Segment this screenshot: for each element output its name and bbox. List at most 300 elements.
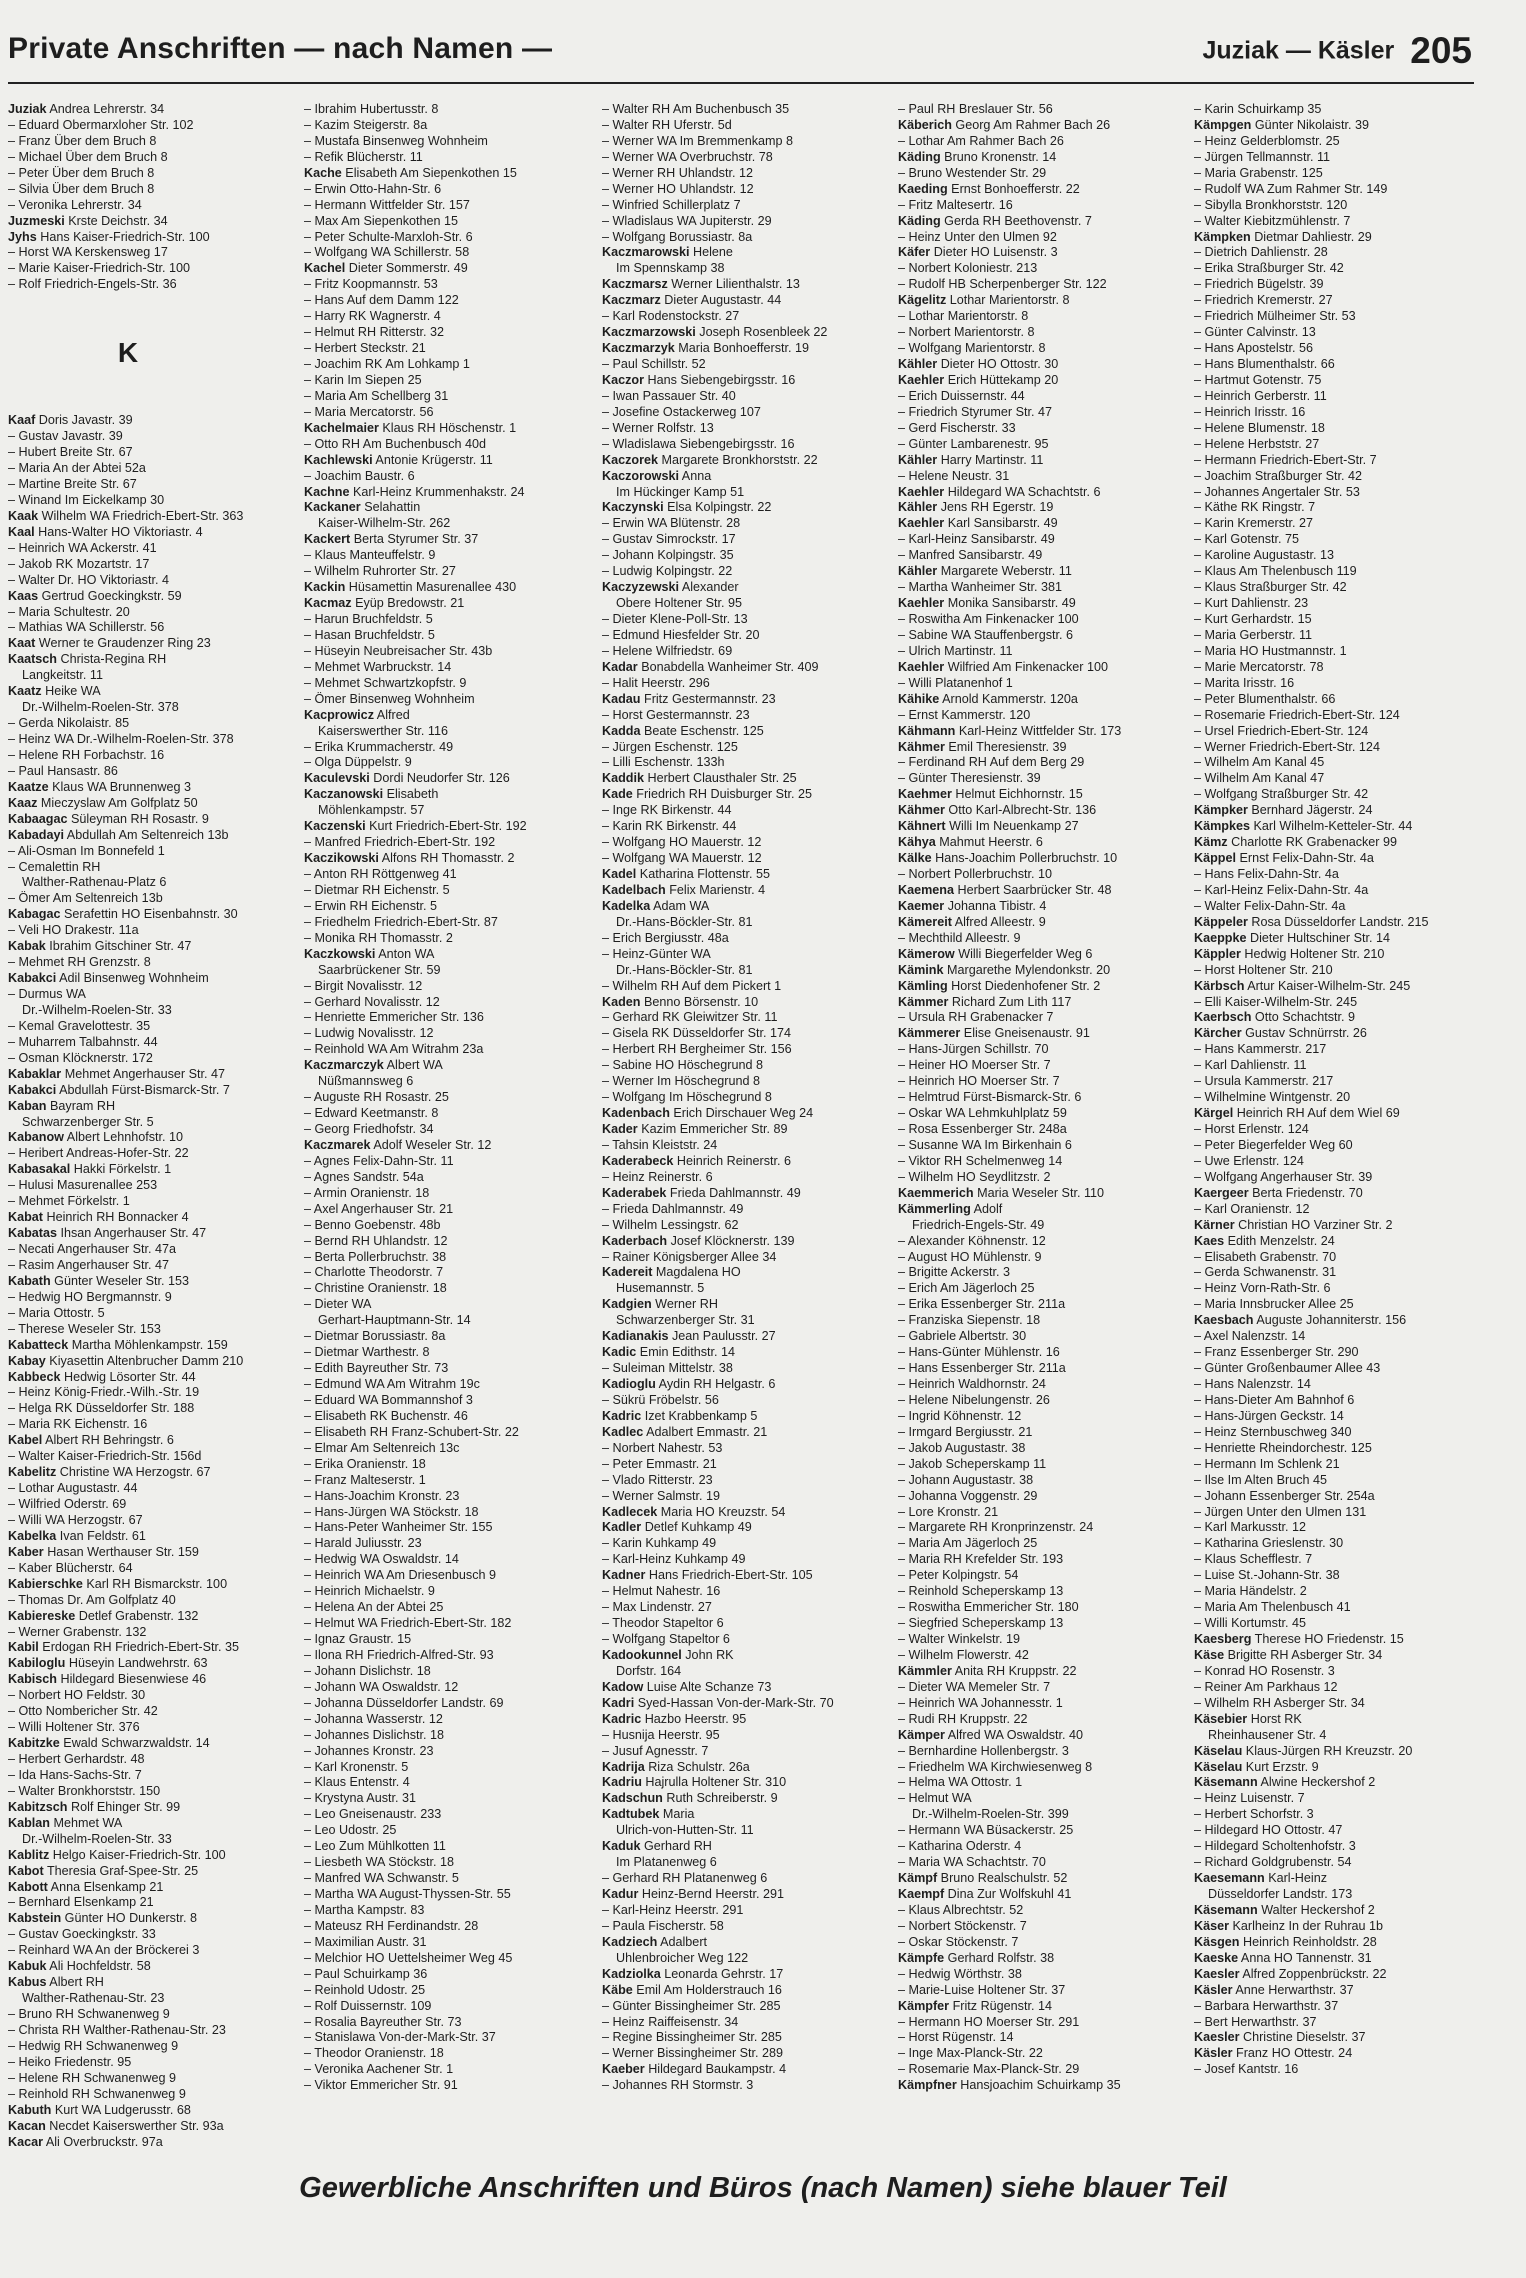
entry-details: – Jakob Augustastr. 38 bbox=[898, 1440, 1026, 1455]
surname: Kärcher bbox=[1194, 1026, 1242, 1041]
entry-details: Günter Weseler Str. 153 bbox=[50, 1273, 190, 1288]
entry-details: – Edward Keetmanstr. 8 bbox=[304, 1106, 439, 1121]
entry-details: Erich Hüttekamp 20 bbox=[944, 372, 1059, 387]
entry-details: – Heinz Unter den Ulmen 92 bbox=[898, 229, 1057, 244]
directory-entry bbox=[898, 708, 1186, 724]
entry-details: – Halit Heerstr. 296 bbox=[602, 675, 710, 690]
entry-details: – Harry RK Wagnerstr. 4 bbox=[304, 309, 441, 324]
directory-entry bbox=[1194, 1170, 1482, 1186]
directory-entry bbox=[304, 1600, 592, 1616]
surname: Kachlewski bbox=[304, 452, 373, 467]
directory-entry bbox=[8, 2087, 296, 2103]
entry-details: – Klaus Albrechtstr. 52 bbox=[898, 1902, 1024, 1917]
directory-entry bbox=[602, 755, 890, 771]
directory-entry bbox=[304, 2015, 592, 2031]
entry-details: Gustav Schnürrstr. 26 bbox=[1241, 1026, 1367, 1041]
entry-details: – Johanna Wasserstr. 12 bbox=[304, 1711, 443, 1726]
surname: Kadow bbox=[602, 1679, 644, 1694]
entry-details: – Leo Udostr. 25 bbox=[304, 1823, 397, 1838]
entry-details: Dr.-Hans-Böckler-Str. 81 bbox=[616, 914, 753, 929]
directory-entry bbox=[8, 245, 296, 261]
surname: Kadric bbox=[602, 1711, 642, 1726]
entry-details: – Helmut RH Ritterstr. 32 bbox=[304, 325, 444, 340]
directory-entry bbox=[8, 2135, 296, 2151]
entry-details: Heinrich Reinerstr. 6 bbox=[673, 1153, 791, 1168]
directory-entry bbox=[602, 1552, 890, 1568]
directory-entry bbox=[898, 453, 1186, 469]
directory-entry bbox=[602, 1807, 890, 1823]
directory-entry bbox=[1194, 883, 1482, 899]
entry-details: Adalbert bbox=[657, 1934, 708, 1949]
directory-entry bbox=[898, 1664, 1186, 1680]
directory-entry bbox=[1194, 118, 1482, 134]
entry-details: – Horst Holtener Str. 210 bbox=[1194, 962, 1333, 977]
entry-details: – Winand Im Eickelkamp 30 bbox=[8, 492, 165, 507]
directory-entry bbox=[898, 1791, 1186, 1807]
directory-entry bbox=[8, 1561, 296, 1577]
header-rule bbox=[8, 82, 1474, 84]
directory-entry bbox=[304, 245, 592, 261]
surname: Kämmerer bbox=[898, 1026, 961, 1041]
entry-details: – Martha Wanheimer Str. 381 bbox=[898, 580, 1063, 595]
surname: Kabot bbox=[8, 1863, 44, 1878]
entry-details: – Josefine Ostackerweg 107 bbox=[602, 404, 761, 419]
surname: Kaal bbox=[8, 524, 35, 539]
entry-details: – Husnija Heerstr. 95 bbox=[602, 1727, 720, 1742]
entry-details: – Karin Kremerstr. 27 bbox=[1194, 516, 1313, 531]
directory-entry bbox=[898, 740, 1186, 756]
entry-details: – Helma WA Ottostr. 1 bbox=[898, 1775, 1023, 1790]
directory-entry bbox=[8, 1035, 296, 1051]
directory-entry bbox=[602, 500, 890, 516]
directory-entry bbox=[8, 1784, 296, 1800]
directory-entry bbox=[304, 1807, 592, 1823]
entry-details: – Theodor Oranienstr. 18 bbox=[304, 2046, 444, 2061]
entry-details: – Karin Im Siepen 25 bbox=[304, 372, 422, 387]
entry-details: Adil Binsenweg Wohnheim bbox=[56, 971, 209, 986]
directory-entry bbox=[8, 445, 296, 461]
entry-details: Emil Theresienstr. 39 bbox=[944, 739, 1067, 754]
surname: Kämmer bbox=[898, 994, 949, 1009]
entry-details: Bruno Realschulstr. 52 bbox=[937, 1871, 1068, 1886]
entry-details: – Bernd RH Uhlandstr. 12 bbox=[304, 1233, 448, 1248]
entry-details: – Veli HO Drakestr. 11a bbox=[8, 923, 139, 938]
directory-entry bbox=[898, 1010, 1186, 1026]
entry-details: Walther-Rathenau-Str. 23 bbox=[22, 1991, 165, 2006]
entry-details: – Norbert Pollerbruchstr. 10 bbox=[898, 867, 1052, 881]
entry-details: – Ursel Friedrich-Ebert-Str. 124 bbox=[1194, 723, 1369, 738]
directory-entry bbox=[898, 1106, 1186, 1122]
directory-entry bbox=[8, 1322, 296, 1338]
surname: Kache bbox=[304, 165, 342, 180]
directory-entry bbox=[8, 684, 296, 700]
entry-details: – Alexander Köhnenstr. 12 bbox=[898, 1233, 1046, 1248]
directory-entry bbox=[898, 2030, 1186, 2046]
entry-details: Walter Heckershof 2 bbox=[1257, 1902, 1375, 1917]
entry-details: – Max Lindenstr. 27 bbox=[602, 1600, 712, 1615]
surname: Kablan bbox=[8, 1815, 50, 1830]
surname: Kabiereske bbox=[8, 1608, 76, 1623]
entry-details: Werner RH bbox=[651, 1297, 718, 1312]
entry-details: – Veronika Aachener Str. 1 bbox=[304, 2062, 454, 2077]
directory-entry bbox=[304, 1042, 592, 1058]
entry-details: – Helene RH Forbachstr. 16 bbox=[8, 747, 165, 762]
surname: Käsemann bbox=[1194, 1902, 1258, 1917]
directory-entry bbox=[1194, 1473, 1482, 1489]
directory-entry bbox=[1194, 1807, 1482, 1823]
surname: Kaczanowski bbox=[304, 787, 384, 802]
surname: Kämpfe bbox=[898, 1950, 945, 1965]
entry-details: – Wilhelm RH Auf dem Pickert 1 bbox=[602, 978, 782, 993]
surname: Kadner bbox=[602, 1568, 646, 1583]
surname: Kabel bbox=[8, 1433, 43, 1448]
directory-entry bbox=[304, 102, 592, 118]
surname: Kämpf bbox=[898, 1871, 938, 1886]
entry-details: – Heinrich Gerberstr. 11 bbox=[1194, 388, 1327, 403]
surname: Kägelitz bbox=[898, 293, 947, 308]
directory-entry bbox=[8, 1880, 296, 1896]
surname: Kadrija bbox=[602, 1759, 645, 1774]
directory-entry bbox=[898, 198, 1186, 214]
entry-details: Ernst Bonhoefferstr. 22 bbox=[947, 181, 1080, 196]
surname: Käsebier bbox=[1194, 1711, 1248, 1726]
directory-entry bbox=[898, 851, 1186, 867]
entry-details: – Stanislawa Von-der-Mark-Str. 37 bbox=[304, 2030, 496, 2045]
directory-entry bbox=[898, 660, 1186, 676]
directory-entry bbox=[602, 580, 890, 596]
entry-details: – Durmus WA bbox=[8, 987, 86, 1001]
entry-details: Dina Zur Wolfskuhl 41 bbox=[944, 1887, 1072, 1901]
directory-entry bbox=[304, 1887, 592, 1903]
entry-details: Riza Schulstr. 26a bbox=[644, 1759, 750, 1774]
surname: Kaehler bbox=[898, 596, 945, 611]
directory-entry bbox=[304, 1648, 592, 1664]
entry-details: – Armin Oranienstr. 18 bbox=[304, 1185, 430, 1200]
entry-details: – Inge RK Birkenstr. 44 bbox=[602, 803, 732, 818]
entry-details: Hazbo Heerstr. 95 bbox=[641, 1711, 747, 1726]
entry-details: Klaus-Jürgen RH Kreuzstr. 20 bbox=[1242, 1743, 1413, 1758]
surname: Kämpfer bbox=[898, 1998, 950, 2013]
entry-details: Fritz Gestermannstr. 23 bbox=[640, 691, 776, 706]
directory-entry bbox=[602, 564, 890, 580]
surname: Kadriu bbox=[602, 1775, 642, 1790]
directory-entry bbox=[8, 1720, 296, 1736]
directory-entry bbox=[602, 1074, 890, 1090]
surname: Kaderbach bbox=[602, 1233, 668, 1248]
directory-entry bbox=[602, 676, 890, 692]
directory-entry bbox=[1194, 1106, 1482, 1122]
surname: Kaaf bbox=[8, 413, 36, 428]
entry-details: – Ilse Im Alten Bruch 45 bbox=[1194, 1472, 1328, 1487]
directory-entry bbox=[8, 1274, 296, 1290]
entry-details: – Helene Wilfriedstr. 69 bbox=[602, 643, 733, 658]
directory-entry bbox=[304, 277, 592, 293]
directory-entry bbox=[602, 1919, 890, 1935]
directory-entry bbox=[304, 660, 592, 676]
directory-entry bbox=[8, 1449, 296, 1465]
directory-entry bbox=[304, 1425, 592, 1441]
entry-details: Alfred Zoppenbrückstr. 22 bbox=[1239, 1966, 1387, 1981]
directory-entry bbox=[8, 971, 296, 987]
entry-details: – Werner Rolfstr. 13 bbox=[602, 420, 714, 435]
directory-entry bbox=[1194, 1568, 1482, 1584]
entry-details: Kurt WA Ludgerusstr. 68 bbox=[51, 2102, 191, 2117]
entry-details: Im Spennskamp 38 bbox=[616, 261, 725, 276]
directory-entry bbox=[1194, 803, 1482, 819]
entry-details: – Jakob RK Mozartstr. 17 bbox=[8, 556, 150, 571]
directory-entry bbox=[898, 692, 1186, 708]
directory-entry bbox=[1194, 500, 1482, 516]
entry-details: Adolf bbox=[970, 1201, 1003, 1216]
directory-entry bbox=[304, 1855, 592, 1871]
directory-entry bbox=[602, 1154, 890, 1170]
directory-entry bbox=[8, 955, 296, 971]
directory-entry bbox=[898, 1520, 1186, 1536]
directory-entry bbox=[1194, 1042, 1482, 1058]
directory-entry bbox=[1194, 532, 1482, 548]
directory-entry bbox=[304, 134, 592, 150]
entry-details: – Werner WA Overbruchstr. 78 bbox=[602, 149, 773, 164]
directory-entry bbox=[898, 1250, 1186, 1266]
entry-details: – Willi Platanenhof 1 bbox=[898, 675, 1013, 690]
directory-entry bbox=[898, 1967, 1186, 1983]
entry-details: – Friedrich Mülheimer Str. 53 bbox=[1194, 309, 1356, 324]
directory-entry bbox=[304, 469, 592, 485]
directory-entry bbox=[1194, 995, 1482, 1011]
entry-details: – Mehmet Förkelstr. 1 bbox=[8, 1194, 130, 1209]
entry-details: – Oskar WA Lehmkuhlplatz 59 bbox=[898, 1106, 1067, 1121]
entry-details: Brigitte RH Asberger Str. 34 bbox=[1224, 1647, 1383, 1662]
entry-details: Hans-Walter HO Viktoriastr. 4 bbox=[34, 524, 203, 539]
directory-entry bbox=[602, 1042, 890, 1058]
surname: Kachelmaier bbox=[304, 420, 379, 435]
entry-details: – Lothar Augustastr. 44 bbox=[8, 1481, 138, 1496]
entry-details: – Hans-Joachim Kronstr. 23 bbox=[304, 1488, 460, 1503]
directory-entry bbox=[1194, 644, 1482, 660]
entry-details: – Ida Hans-Sachs-Str. 7 bbox=[8, 1767, 142, 1782]
surname: Kaczyzewski bbox=[602, 580, 680, 595]
directory-entry bbox=[898, 835, 1186, 851]
entry-details: Hans-Joachim Pollerbruchstr. 10 bbox=[931, 851, 1118, 866]
entry-details: Anna bbox=[679, 468, 712, 483]
entry-details: – Käthe RK Ringstr. 7 bbox=[1194, 500, 1316, 515]
directory-entry bbox=[602, 1600, 890, 1616]
column-1 bbox=[8, 102, 296, 2158]
directory-entry bbox=[602, 245, 890, 261]
entry-details: – Rosemarie Friedrich-Ebert-Str. 124 bbox=[1194, 707, 1400, 722]
entry-details: Rosa Düsseldorfer Landstr. 215 bbox=[1247, 914, 1429, 929]
directory-entry bbox=[8, 1194, 296, 1210]
directory-entry bbox=[304, 867, 592, 883]
entry-details: – Wolfgang Angerhauser Str. 39 bbox=[1194, 1169, 1373, 1184]
surname: Kacmaz bbox=[304, 596, 352, 611]
surname: Kabitzsch bbox=[8, 1799, 68, 1814]
directory-entry bbox=[602, 947, 890, 963]
directory-entry bbox=[304, 1823, 592, 1839]
entry-details: Alexander bbox=[679, 580, 739, 595]
surname: Kadtubek bbox=[602, 1807, 660, 1822]
entry-details: Dr.-Wilhelm-Roelen-Str. 33 bbox=[22, 1831, 172, 1846]
directory-entry bbox=[8, 1911, 296, 1927]
directory-entry bbox=[1194, 1871, 1482, 1887]
directory-entry bbox=[304, 1775, 592, 1791]
entry-details: – Helene Nibelungenstr. 26 bbox=[898, 1392, 1050, 1407]
entry-details: Detlef Grabenstr. 132 bbox=[75, 1608, 199, 1623]
directory-entry bbox=[898, 1712, 1186, 1728]
entry-details: – Leo Zum Mühlkotten 11 bbox=[304, 1839, 446, 1854]
directory-entry bbox=[8, 796, 296, 812]
entry-details: – Karin RK Birkenstr. 44 bbox=[602, 819, 737, 834]
entry-details: – Elisabeth RK Buchenstr. 46 bbox=[304, 1408, 468, 1423]
entry-details: – Helmut Nahestr. 16 bbox=[602, 1584, 721, 1599]
directory-entry bbox=[602, 1696, 890, 1712]
directory-entry bbox=[8, 1051, 296, 1067]
surname: Kaehler bbox=[898, 516, 945, 531]
entry-details: – Karoline Augustastr. 13 bbox=[1194, 548, 1335, 563]
surname: Käse bbox=[1194, 1647, 1225, 1662]
directory-entry bbox=[602, 405, 890, 421]
entry-details: – Mehmet Schwartzkopfstr. 9 bbox=[304, 675, 467, 690]
entry-details: Gerhard Rolfstr. 38 bbox=[944, 1950, 1055, 1965]
directory-entry bbox=[304, 1393, 592, 1409]
directory-entry bbox=[602, 1967, 890, 1983]
surname: Kaat bbox=[8, 636, 36, 651]
directory-entry bbox=[1194, 1712, 1482, 1728]
directory-entry bbox=[8, 1130, 296, 1146]
entry-details: Eyüp Bredowstr. 21 bbox=[351, 596, 465, 611]
entry-details: Hildegard Baukampstr. 4 bbox=[644, 2062, 787, 2077]
directory-entry bbox=[602, 1664, 890, 1680]
directory-entry bbox=[1194, 214, 1482, 230]
entry-details: – Elmar Am Seltenreich 13c bbox=[304, 1440, 460, 1455]
surname: Kärgel bbox=[1194, 1106, 1234, 1121]
surname: Kabstein bbox=[8, 1911, 62, 1926]
surname: Kadar bbox=[602, 659, 638, 674]
surname: Käding bbox=[898, 213, 941, 228]
directory-entry bbox=[8, 891, 296, 907]
directory-entry bbox=[898, 469, 1186, 485]
entry-details: – Karl Rodenstockstr. 27 bbox=[602, 309, 740, 324]
entry-details: – Jürgen Tellmannstr. 11 bbox=[1194, 149, 1331, 164]
surname: Kaddik bbox=[602, 771, 644, 786]
directory-entry bbox=[602, 1026, 890, 1042]
entry-details: – Erich Am Jägerloch 25 bbox=[898, 1281, 1035, 1296]
entry-details: Detlef Kuhkamp 49 bbox=[641, 1520, 752, 1535]
entry-details: Maria Bonhoefferstr. 19 bbox=[674, 341, 809, 356]
directory-entry bbox=[898, 1313, 1186, 1329]
directory-entry bbox=[602, 166, 890, 182]
entry-details: – Reinhold Udostr. 25 bbox=[304, 1982, 426, 1997]
directory-entry bbox=[1194, 1218, 1482, 1234]
entry-details: – Rolf Friedrich-Engels-Str. 36 bbox=[8, 277, 177, 292]
entry-details: – Reinhold Scheperskamp 13 bbox=[898, 1584, 1064, 1599]
entry-details: – Erich Duissernstr. 44 bbox=[898, 388, 1025, 403]
entry-details: Ruth Schreiberstr. 9 bbox=[662, 1791, 778, 1806]
entry-details: – Veronika Lehrerstr. 34 bbox=[8, 197, 142, 212]
directory-entry bbox=[1194, 309, 1482, 325]
directory-entry bbox=[898, 1505, 1186, 1521]
directory-entry bbox=[602, 1010, 890, 1026]
directory-entry bbox=[1194, 819, 1482, 835]
entry-details: Magdalena HO bbox=[652, 1265, 741, 1280]
entry-details: Benno Börsenstr. 10 bbox=[640, 994, 759, 1009]
entry-details: – Mehmet Warbruckstr. 14 bbox=[304, 659, 452, 674]
directory-entry bbox=[304, 851, 592, 867]
entry-details: Georg Am Rahmer Bach 26 bbox=[951, 117, 1111, 132]
directory-entry bbox=[1194, 899, 1482, 915]
surname: Kabott bbox=[8, 1879, 48, 1894]
directory-entry bbox=[602, 277, 890, 293]
entry-details: – Dieter WA bbox=[304, 1297, 372, 1312]
entry-details: Klaus WA Brunnenweg 3 bbox=[48, 779, 191, 794]
entry-details: – Jürgen Unter den Ulmen 131 bbox=[1194, 1504, 1367, 1519]
directory-entry bbox=[8, 1943, 296, 1959]
directory-entry bbox=[1194, 1648, 1482, 1664]
directory-entry bbox=[8, 1545, 296, 1561]
directory-entry bbox=[1194, 102, 1482, 118]
entry-details: Bruno Kronenstr. 14 bbox=[940, 149, 1057, 164]
entry-details: – Erwin Otto-Hahn-Str. 6 bbox=[304, 181, 442, 196]
surname: Kämink bbox=[898, 962, 944, 977]
surname: Kadda bbox=[602, 723, 641, 738]
entry-details: – Hermann Im Schlenk 21 bbox=[1194, 1456, 1340, 1471]
directory-entry bbox=[1194, 1632, 1482, 1648]
entry-details: Mahmut Heerstr. 6 bbox=[935, 835, 1043, 850]
entry-details: – Hedwig HO Bergmannstr. 9 bbox=[8, 1289, 172, 1304]
directory-entry bbox=[602, 1441, 890, 1457]
surname: Kabasakal bbox=[8, 1162, 71, 1177]
surname: Kaesemann bbox=[1194, 1871, 1265, 1886]
directory-entry bbox=[602, 198, 890, 214]
entry-details: – Sibylla Bronkhorststr. 120 bbox=[1194, 197, 1348, 212]
directory-entry bbox=[8, 764, 296, 780]
entry-details: Frieda Dahlmannstr. 49 bbox=[666, 1185, 801, 1200]
entry-details: – Dietmar Warthestr. 8 bbox=[304, 1345, 430, 1360]
directory-entry bbox=[898, 1728, 1186, 1744]
entry-details: Karl RH Bismarckstr. 100 bbox=[82, 1576, 228, 1591]
directory-entry bbox=[304, 1297, 592, 1313]
entry-details: – Franz Essenberger Str. 290 bbox=[1194, 1345, 1359, 1360]
entry-details: – Dietmar RH Eichenstr. 5 bbox=[304, 882, 450, 897]
directory-entry bbox=[8, 2071, 296, 2087]
entry-details: – Therese Weseler Str. 153 bbox=[8, 1321, 161, 1336]
directory-entry bbox=[1194, 421, 1482, 437]
directory-entry bbox=[898, 1999, 1186, 2015]
entry-details: – Hans-Günter Mühlenstr. 16 bbox=[898, 1345, 1060, 1360]
entry-details: Alwine Heckershof 2 bbox=[1257, 1775, 1376, 1790]
entry-details: Wilfried Am Finkenacker 100 bbox=[944, 659, 1108, 674]
directory-entry bbox=[602, 612, 890, 628]
entry-details: Theresia Graf-Spee-Str. 25 bbox=[43, 1863, 199, 1878]
directory-entry bbox=[898, 1202, 1186, 1218]
entry-details: Christine WA Herzogstr. 67 bbox=[56, 1465, 211, 1480]
surname: Kärner bbox=[1194, 1217, 1235, 1232]
entry-details: – Horst Rügenstr. 14 bbox=[898, 2030, 1014, 2045]
entry-details: Abdullah Am Seltenreich 13b bbox=[64, 827, 229, 842]
directory-entry bbox=[602, 182, 890, 198]
entry-details: – August HO Mühlenstr. 9 bbox=[898, 1249, 1042, 1264]
surname: Kaczor bbox=[602, 372, 644, 387]
surname: Käbe bbox=[602, 1982, 633, 1997]
directory-entry bbox=[602, 771, 890, 787]
surname: Kähler bbox=[898, 564, 938, 579]
entry-details: – Dieter WA Memeler Str. 7 bbox=[898, 1679, 1051, 1694]
surname: Kabierschke bbox=[8, 1576, 83, 1591]
directory-entry bbox=[898, 1552, 1186, 1568]
directory-entry bbox=[8, 1258, 296, 1274]
entry-details: – Axel Nalenzstr. 14 bbox=[1194, 1329, 1306, 1344]
entry-details: – Marie Kaiser-Friedrich-Str. 100 bbox=[8, 261, 190, 276]
